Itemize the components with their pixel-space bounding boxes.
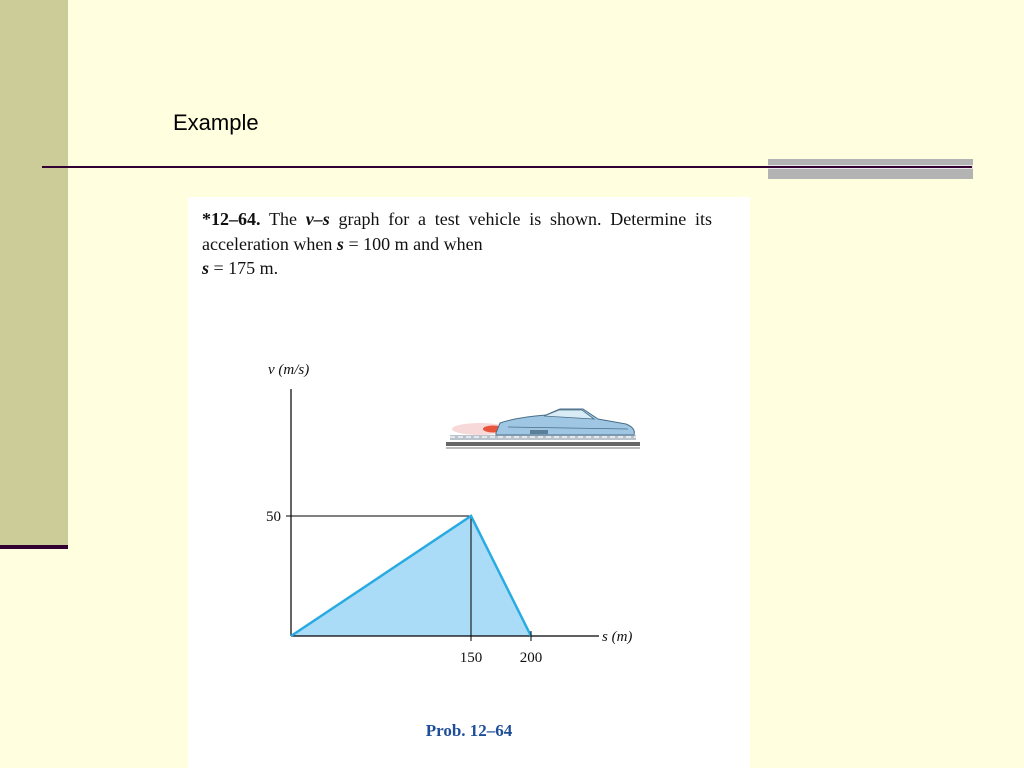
vs-graph [188,197,750,768]
test-vehicle-icon [446,409,640,449]
problem-number: *12–64. [202,209,261,229]
problem-text-4: = 100 m and when [343,233,483,254]
problem-image-panel [188,197,750,768]
x-tick-label: 200 [519,650,543,666]
left-accent-rule [0,545,68,549]
title-rule [42,166,972,168]
s-symbol-2: s [202,258,210,278]
area-fill [291,516,531,636]
left-accent-bar [0,0,68,545]
y-tick-label: 50 [266,509,281,525]
problem-text-1: The [268,209,306,229]
s-symbol-1: s [336,233,344,254]
problem-text-2: graph for a test vehicle is shown. [329,209,602,229]
problem-text-5: = 175 m. [209,258,279,278]
title-rule-block [768,159,973,179]
figure-caption: Prob. 12–64 [425,721,513,740]
x-tick-label: 150 [459,650,483,666]
problem-text-3: Determine its acceleration when [202,209,712,254]
v-symbol: v [305,209,314,229]
x-axis-label: s (m) [602,629,633,645]
y-axis-label: v (m/s) [268,362,310,378]
s-symbol-dash: –s [313,209,330,229]
slide-title: Example [173,110,259,135]
